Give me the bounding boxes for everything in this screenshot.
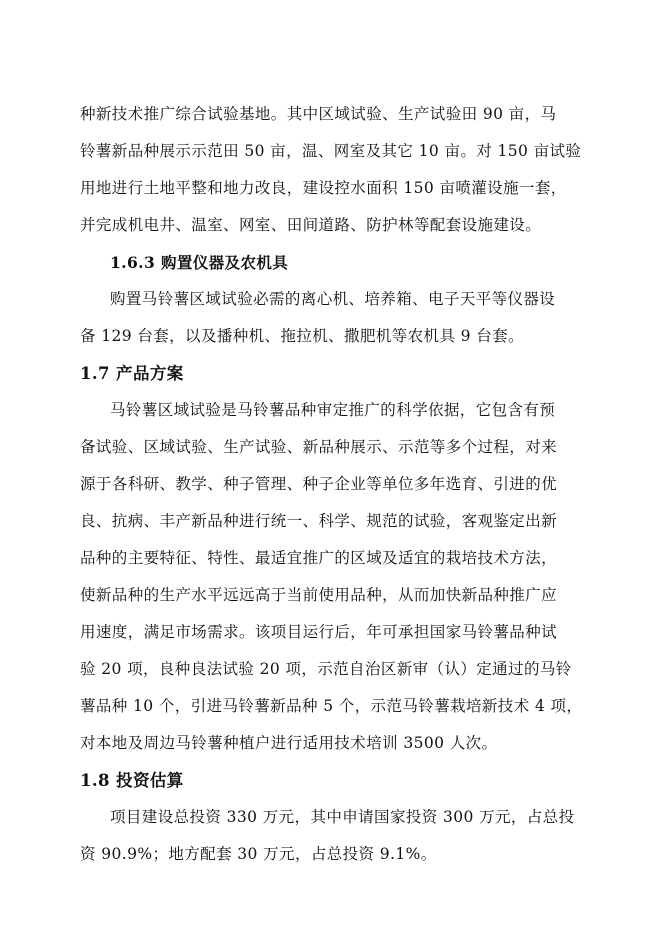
section-heading-1-8: 1.8 投资估算 <box>80 771 184 790</box>
section-heading-1-7: 1.7 产品方案 <box>80 364 184 383</box>
section-heading-1-6-3: 1.6.3 购置仪器及农机具 <box>110 253 289 272</box>
paragraph-line: 源于各科研、教学、种子管理、种子企业等单位多年选育、引进的优 <box>80 475 558 493</box>
paragraph-line: 铃薯新品种展示示范田 50 亩，温、网室及其它 10 亩。对 150 亩试验 <box>80 142 582 160</box>
paragraph-line: 验 20 项，良种良法试验 20 项，示范自治区新审（认）定通过的马铃 <box>80 660 572 678</box>
paragraph-line: 使新品种的生产水平远远高于当前使用品种，从而加快新品种推广应 <box>80 586 558 604</box>
paragraph-line: 对本地及周边马铃薯种植户进行适用技术培训 3500 人次。 <box>80 734 498 752</box>
paragraph-line: 良、抗病、丰产新品种进行统一、科学、规范的试验，客观鉴定出新 <box>80 512 558 530</box>
paragraph-line: 薯品种 10 个，引进马铃薯新品种 5 个，示范马铃薯栽培新技术 4 项， <box>80 697 583 715</box>
paragraph-line: 项目建设总投资 330 万元，其中申请国家投资 300 万元，占总投 <box>110 808 575 826</box>
paragraph-line: 马铃薯区域试验是马铃薯品种审定推广的科学依据，它包含有预 <box>110 401 556 419</box>
document-page <box>80 96 582 873</box>
paragraph-line: 用地进行土地平整和地力改良，建设控水面积 150 亩喷灌设施一套， <box>80 179 567 197</box>
paragraph-line: 备 129 台套，以及播种机、拖拉机、撒肥机等农机具 9 台套。 <box>80 327 524 345</box>
paragraph-line: 种新技术推广综合试验基地。其中区域试验、生产试验田 90 亩，马 <box>80 105 557 123</box>
paragraph-line: 购置马铃薯区域试验必需的离心机、培养箱、电子天平等仪器设 <box>110 290 556 308</box>
paragraph-line: 备试验、区域试验、生产试验、新品种展示、示范等多个过程，对来 <box>80 438 558 456</box>
paragraph-line: 品种的主要特征、特性、最适宜推广的区域及适宜的栽培技术方法， <box>80 549 558 567</box>
paragraph-line: 并完成机电井、温室、网室、田间道路、防护林等配套设施建设。 <box>80 216 542 234</box>
paragraph-line: 用速度，满足市场需求。该项目运行后，年可承担国家马铃薯品种试 <box>80 623 558 641</box>
paragraph-line: 资 90.9%；地方配套 30 万元，占总投资 9.1%。 <box>80 845 437 863</box>
